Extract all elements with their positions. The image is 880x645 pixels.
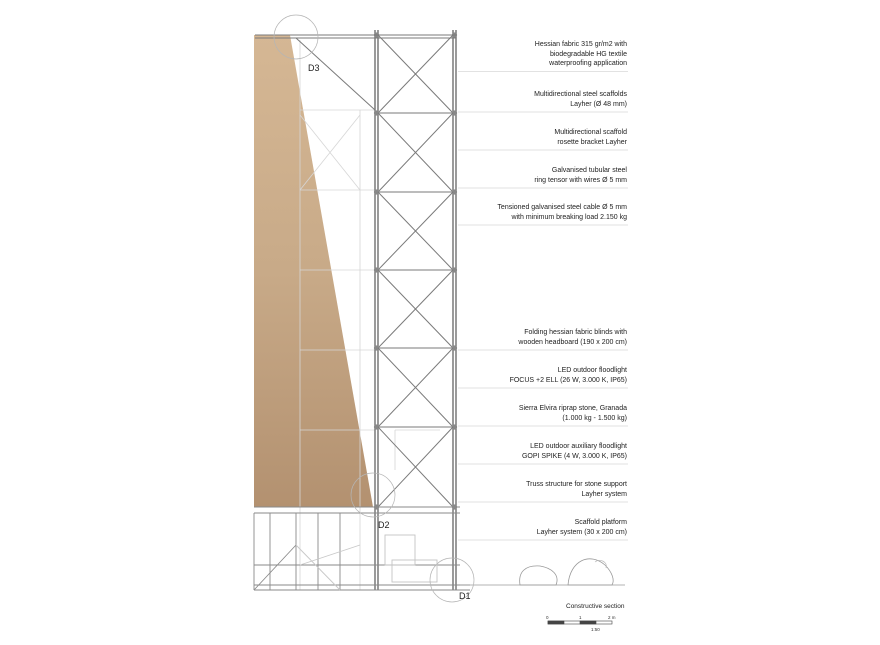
drawing-title: Constructive section	[566, 603, 625, 610]
annotation-line: Layher system	[581, 490, 627, 498]
annotation-label	[534, 166, 627, 185]
annotation-line: (1.000 kg - 1.500 kg)	[562, 414, 627, 422]
annotation-label	[526, 480, 627, 499]
annotation-label	[519, 404, 627, 423]
annotation-line: FOCUS +2 ELL (26 W, 3.000 K, IP65)	[509, 376, 627, 384]
annotation-line: Folding hessian fabric blinds with	[524, 329, 627, 336]
annotation-line: Scaffold platform	[574, 519, 627, 526]
annotation-line: Multidirectional steel scaffolds	[534, 91, 627, 98]
annotation-label	[535, 40, 627, 69]
lower-structure	[254, 507, 470, 590]
annotation-label	[522, 442, 627, 461]
annotation-line: rosette bracket Layher	[557, 138, 627, 146]
annotation-line: Truss structure for stone support	[526, 481, 627, 488]
scale-label-one: 1	[579, 615, 582, 620]
annotation-line: ring tensor with wires Ø 5 mm	[534, 176, 627, 184]
annotation-label	[497, 203, 627, 222]
annotation-line: Sierra Elvira riprap stone, Granada	[518, 405, 627, 412]
annotation-line: Tensioned galvanised steel cable Ø 5 mm	[497, 204, 627, 211]
annotation-line: Layher (Ø 48 mm)	[570, 100, 627, 108]
scale-label-zero: 0	[546, 615, 549, 620]
detail-label-d3: D3	[308, 63, 320, 73]
annotation-line: waterproofing application	[549, 60, 627, 67]
hessian-fabric	[254, 35, 373, 507]
scaffold-bays	[374, 32, 457, 509]
annotation-line: GOPI SPIKE (4 W, 3.000 K, IP65)	[521, 452, 627, 460]
annotation-line: LED outdoor auxiliary floodlight	[530, 443, 627, 450]
annotation-line: Galvanised tubular steel	[551, 167, 627, 174]
annotation-label	[534, 90, 627, 109]
annotation-line: wooden headboard (190 x 200 cm)	[518, 338, 627, 346]
detail-label-d1: D1	[459, 591, 471, 601]
annotation-label	[518, 328, 627, 347]
scale-label-two: 2 m	[608, 615, 616, 620]
annotation-label	[554, 128, 627, 147]
annotation-line: Layher system (30 x 200 cm)	[536, 528, 627, 536]
detail-label-d2: D2	[378, 520, 390, 530]
annotation-label	[537, 518, 627, 537]
annotation-line: with minimum breaking load 2.150 kg	[511, 213, 627, 221]
scale-bar	[548, 621, 612, 624]
annotation-line: biodegradable HG textile	[549, 50, 627, 58]
annotation-label	[510, 366, 627, 385]
annotation-line: Hessian fabric 315 gr/m2 with	[534, 41, 627, 48]
annotation-line: Multidirectional scaffold	[554, 129, 627, 136]
scale-ratio: 1:50	[591, 627, 600, 632]
annotation-line: LED outdoor floodlight	[557, 367, 627, 374]
scaffold-tower	[375, 30, 456, 590]
riprap-stones	[520, 559, 613, 585]
